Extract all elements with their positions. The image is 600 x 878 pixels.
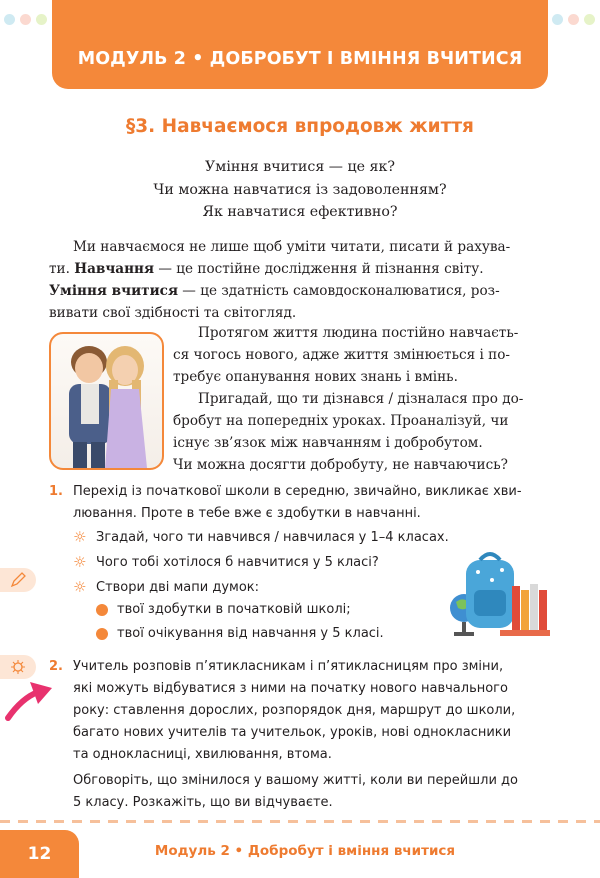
footer-divider (0, 820, 600, 823)
text: — це постійне дослідження й пізнання світу. (154, 261, 484, 277)
task-text: та однокласниці, хвилювання, втома. (73, 747, 332, 762)
bullet-text: твої здобутки в початковій школі; (117, 602, 351, 617)
question: Як навчатися ефективно? (202, 204, 398, 220)
task-number: 2. (49, 659, 63, 674)
bullet-text: твої очікування від навчання у 5 класі. (117, 626, 384, 641)
wrap-line: існує зв’язок між навчанням і добробутом. (173, 435, 483, 451)
guiding-questions (0, 156, 600, 224)
pencil-icon (0, 568, 36, 592)
intro-line: вивати свої здібності та світогляд. (49, 305, 297, 321)
term-learning-ability: Уміння вчитися (49, 283, 178, 299)
wrap-line: бробут на попередніх уроках. Проаналізуй, чи (173, 413, 509, 429)
virus-icon (0, 655, 36, 679)
wrap-line: Протягом життя людина постійно навчаєть- (198, 325, 519, 341)
discussion-text: Обговоріть, що змінилося у вашому житті, коли ви перейшли до (73, 773, 518, 788)
wrap-line: требує опанування нових знань і вмінь. (173, 369, 458, 385)
backpack-illustration (444, 550, 550, 640)
task-text: які можуть відбуватися з ними на початку нового навчального (73, 681, 508, 696)
discussion-text: 5 класу. Розкажіть, що ви відчуваєте. (73, 795, 333, 810)
bullet-text: Згадай, чого ти навчився / навчилася у 1–4 класах. (96, 529, 449, 545)
term-learning: Навчання (74, 261, 155, 277)
intro-line (49, 280, 551, 302)
wrap-line: ся чогось нового, адже життя змінюється і по- (173, 347, 510, 363)
text: ти. (49, 261, 75, 277)
text: — це здатність самовдосконалюватися, роз- (177, 283, 500, 299)
task-sub-bullet (96, 626, 384, 641)
task-text: багато нових учителів та учительок, уроків, нові однокласники (73, 725, 512, 740)
task-text: Учитель розповів п’ятикласникам і п’ятикласницям про зміни, (73, 659, 504, 674)
task-sub-bullet (96, 602, 351, 617)
task-bullet (73, 553, 379, 571)
intro-line: Ми навчаємося не лише щоб уміти читати, писати й рахува- (73, 239, 511, 255)
wrap-line: Чи можна досягти добробуту, не навчаючись? (173, 457, 508, 473)
students-photo (49, 332, 164, 470)
task-number: 1. (49, 484, 63, 499)
smile-icon (96, 628, 108, 640)
module-header (52, 0, 548, 89)
bullet-text: Створи дві мапи думок: (96, 579, 260, 595)
question: Чи можна навчатися із задоволенням? (153, 181, 447, 198)
page-number (0, 830, 79, 878)
footer-title: Модуль 2 • Добробут і вміння вчитися (154, 843, 456, 859)
sun-icon: ☼ (73, 553, 87, 571)
task-text: Перехід із початкової школи в середню, звичайно, викликає хви- (73, 484, 522, 499)
bullet-text: Чого тобі хотілося б навчитися у 5 класі? (96, 554, 379, 570)
sun-icon: ☼ (73, 528, 87, 546)
task-bullet (73, 578, 259, 596)
task-bullet (73, 528, 449, 546)
smile-icon (96, 604, 108, 616)
pink-arrow-icon (4, 678, 54, 722)
wrap-line: Пригадай, що ти дізнався / дізналася про до- (198, 391, 524, 407)
task-text: року: ставлення дорослих, розпорядок дня, маршрут до школи, (73, 703, 516, 718)
page-number-text: 12 (27, 844, 52, 864)
module-title: МОДУЛЬ 2 • ДОБРОБУТ І ВМІННЯ ВЧИТИСЯ (77, 49, 523, 69)
question: Уміння вчитися — це як? (205, 159, 395, 175)
backpack-icon (466, 554, 514, 628)
intro-line (49, 258, 551, 280)
section-title: §3. Навчаємося впродовж життя (126, 116, 474, 137)
sun-icon: ☼ (73, 578, 87, 596)
task-text: лювання. Проте в тебе вже є здобутки в навчанні. (73, 506, 421, 521)
